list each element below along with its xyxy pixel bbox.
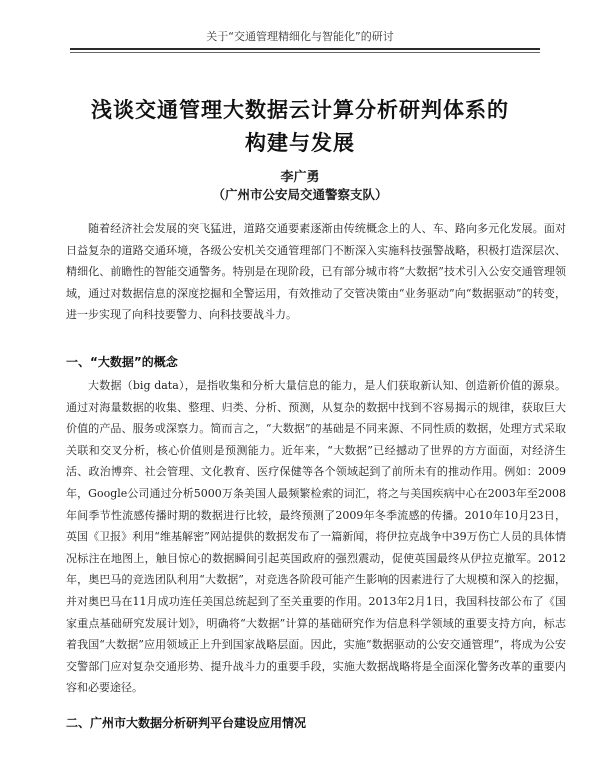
section-1-heading: 一、“大数据”的概念	[66, 355, 178, 369]
title-line-1: 浅谈交通管理大数据云计算分析研判体系的	[91, 98, 509, 122]
article-title	[40, 94, 560, 160]
header-rule-thin	[70, 52, 540, 53]
affiliation: （广州市公安局交通警察支队）	[212, 187, 388, 202]
running-header: 关于“交通管理精细化与智能化”的研讨	[206, 30, 394, 43]
author: 李广勇	[280, 170, 320, 185]
section-1-body: 大数据（big data），是指收集和分析大量信息的能力，是人们获取新认知、创造新价值的源泉。通过对海量数据的收集、整理、归类、分析、预测，从复杂的数据中找到不容易揭示的规律，获取巨大价值的产品、服务或深察力。简而言之，“大数据”的基础是不同来源、不同性质的数据，处理方式采取关联和交叉分析，核心价值则是预测能力。近年来，“大数据”已经撼动了世界的方方面面，对经济生活、政治博弈、社会管理、文化教育、医疗保健等各个领域起到了前所未有的推动作用。例如：2009年，Google公司通过分析5000万条美国人最频繁检索的词汇，将之与美国疾病中心在2003年至2008年间季节性流感传播时期的数据进行比较，最终预测了2009年冬季流感的传播。2010年10月23日，英国《卫报》利用“维基解密”网站提供的数据发布了一篇新闻，将伊拉克战争中39万伤亡人员的具体情况标注在地图上，触目惊心的数据瞬间引起英国政府的强烈震动，促使英国最终从伊拉克撤军。2012年，奥巴马的竞选团队利用“大数据”，对竞选各阶段可能产生影响的因素进行了大规模和深入的挖掘，并对奥巴马在11月成功连任美国总统起到了至关重要的作用。2013年2月1日，我国科技部公布了《国家重点基础研究发展计划》，明确将“大数据”计算的基础研究作为信息科学领域的重要支持方向，标志着我国“大数据”应用领域正上升到国家战略层面。因此，实施“数据驱动的公安交通管理”，将成为公安交警部门应对复杂交通形势、提升战斗力的重要手段，实施大数据战略将是全面深化警务改革的重要内容和必要途径。	[66, 379, 566, 695]
abstract-paragraph: 随着经济社会发展的突飞猛进，道路交通要素逐渐由传统概念上的人、车、路向多元化发展。面对日益复杂的道路交通环境，各级公安机关交通管理部门不断深入实施科技强警战略，积极打造深层次、精细化、前瞻性的智能交通警务。特别是在现阶段，已有部分城市将“大数据”技术引入公安交通管理领域，通过对数据信息的深度挖掘和全警运用，有效推动了交管决策由“业务驱动”向“数据驱动”的转变，进一步实现了向科技要警力、向科技要战斗力。	[66, 222, 566, 322]
header-rule-thick	[70, 48, 540, 50]
section-2-heading: 二、广州市大数据分析研判平台建设应用情况	[66, 716, 307, 730]
title-line-2: 构建与发展	[245, 131, 355, 155]
